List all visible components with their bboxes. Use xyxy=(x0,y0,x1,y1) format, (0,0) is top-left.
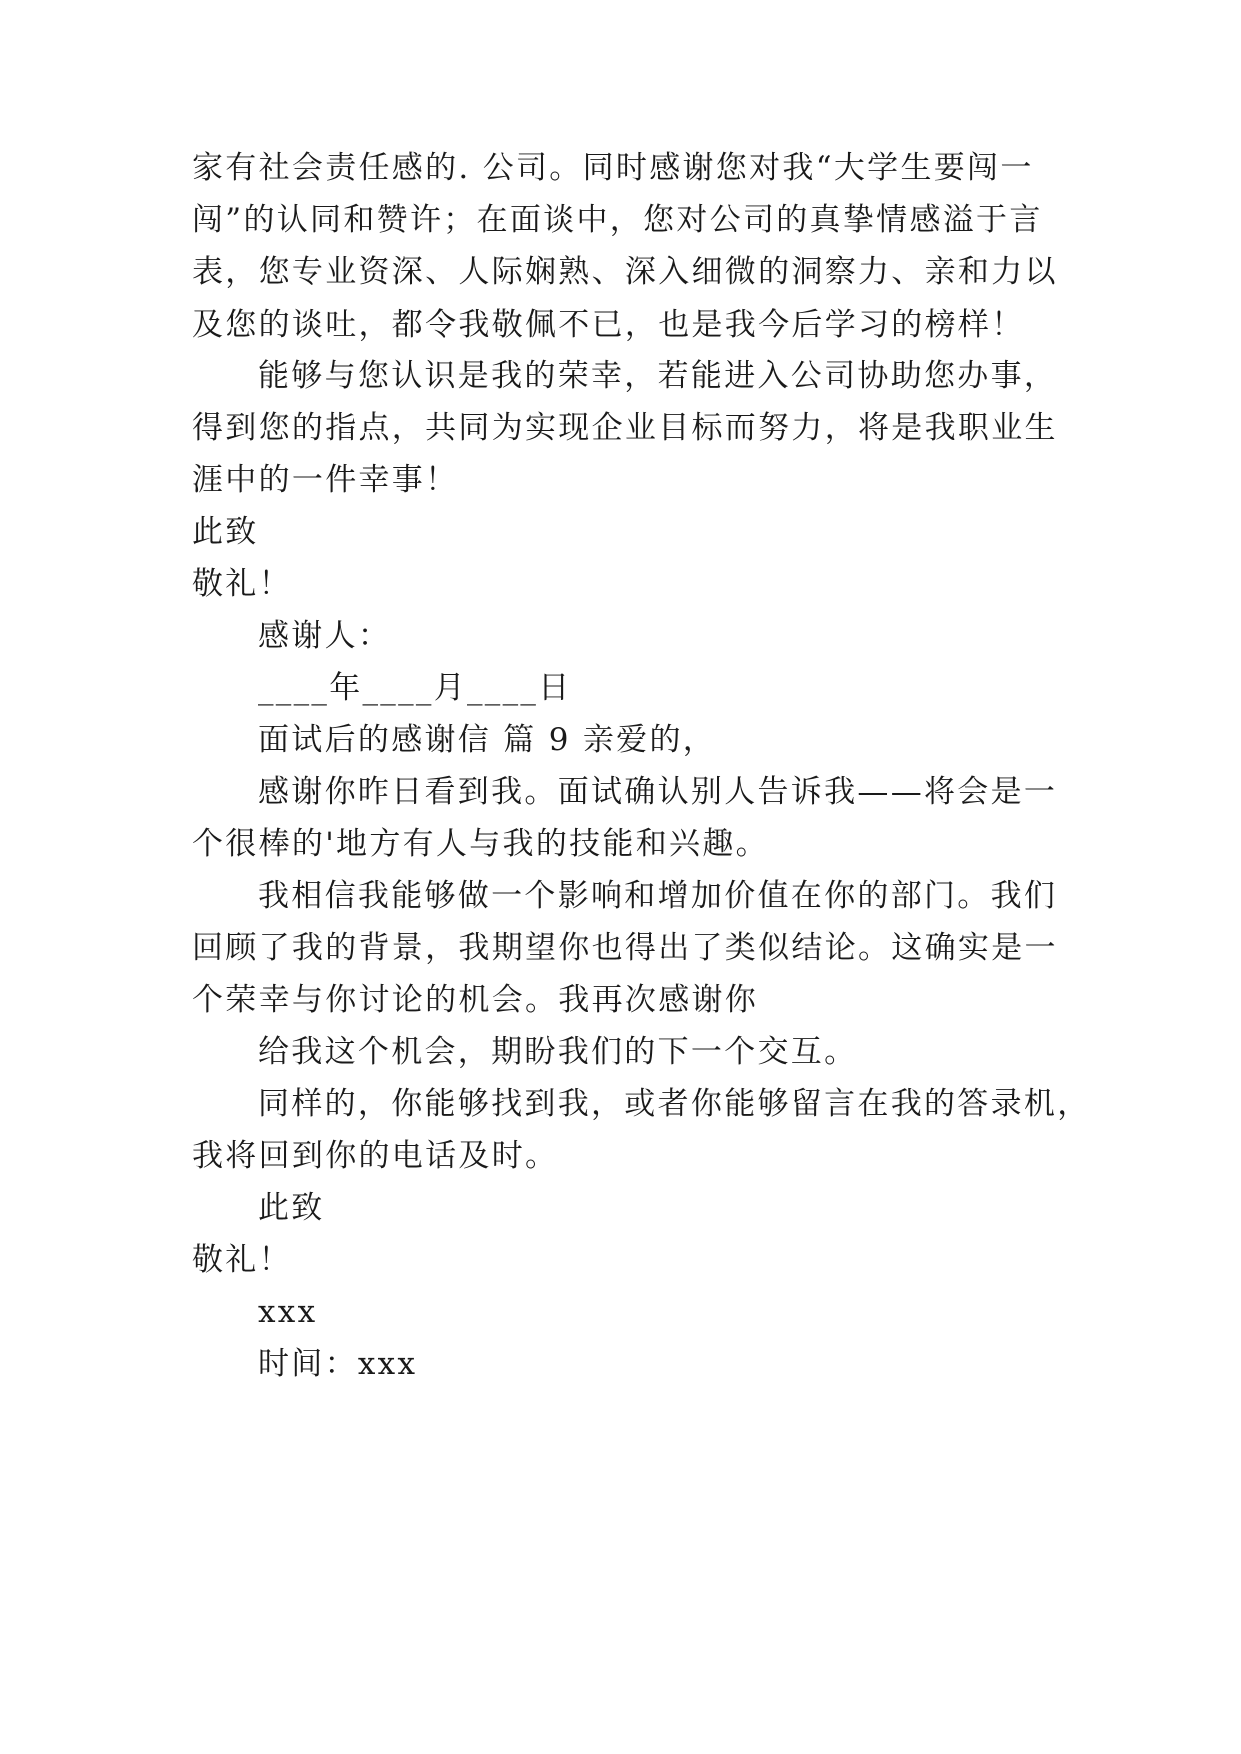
section-heading-line: 面试后的感谢信 篇 9 亲爱的， xyxy=(258,722,717,758)
closing-regards: 敬礼！ xyxy=(192,1242,292,1278)
paragraph-line: 闯”的认同和赞许；在面谈中，您对公司的真挚情感溢于言 xyxy=(192,202,1043,238)
paragraph-line: 给我这个机会，期盼我们的下一个交互。 xyxy=(258,1034,858,1070)
paragraph-line: 我相信我能够做一个影响和增加价值在你的部门。我们 xyxy=(258,878,1058,914)
paragraph-line: 同样的，你能够找到我，或者你能够留言在我的答录机， xyxy=(258,1086,1091,1122)
signature-name: xxx xyxy=(258,1294,318,1330)
paragraph-line: 涯中的一件幸事！ xyxy=(192,462,459,498)
paragraph-line: 个荣幸与你讨论的机会。我再次感谢你 xyxy=(192,982,759,1018)
paragraph-line: 个很棒的'地方有人与我的技能和兴趣。 xyxy=(192,826,769,862)
closing-salutation: 此致 xyxy=(258,1190,325,1226)
signature-time: 时间：xxx xyxy=(258,1346,418,1382)
paragraph-line: 能够与您认识是我的荣幸，若能进入公司协助您办事， xyxy=(258,358,1058,394)
date-line: ____年____月____日 xyxy=(258,670,572,706)
paragraph-line: 及您的谈吐，都令我敬佩不已，也是我今后学习的榜样！ xyxy=(192,307,1025,343)
closing-salutation: 此致 xyxy=(192,514,259,550)
signature-label: 感谢人： xyxy=(258,618,392,654)
closing-regards: 敬礼！ xyxy=(192,566,292,602)
paragraph-line: 得到您的指点，共同为实现企业目标而努力，将是我职业生 xyxy=(192,410,1058,446)
paragraph-line: 家有社会责任感的. 公司。同时感谢您对我“大学生要闯一 xyxy=(192,150,1034,186)
paragraph-line: 回顾了我的背景，我期望你也得出了类似结论。这确实是一 xyxy=(192,930,1058,966)
paragraph-line: 表，您专业资深、人际娴熟、深入细微的洞察力、亲和力以 xyxy=(192,254,1058,290)
paragraph-line: 我将回到你的电话及时。 xyxy=(192,1138,559,1174)
paragraph-line: 感谢你昨日看到我。面试确认别人告诉我——将会是一 xyxy=(258,774,1058,810)
